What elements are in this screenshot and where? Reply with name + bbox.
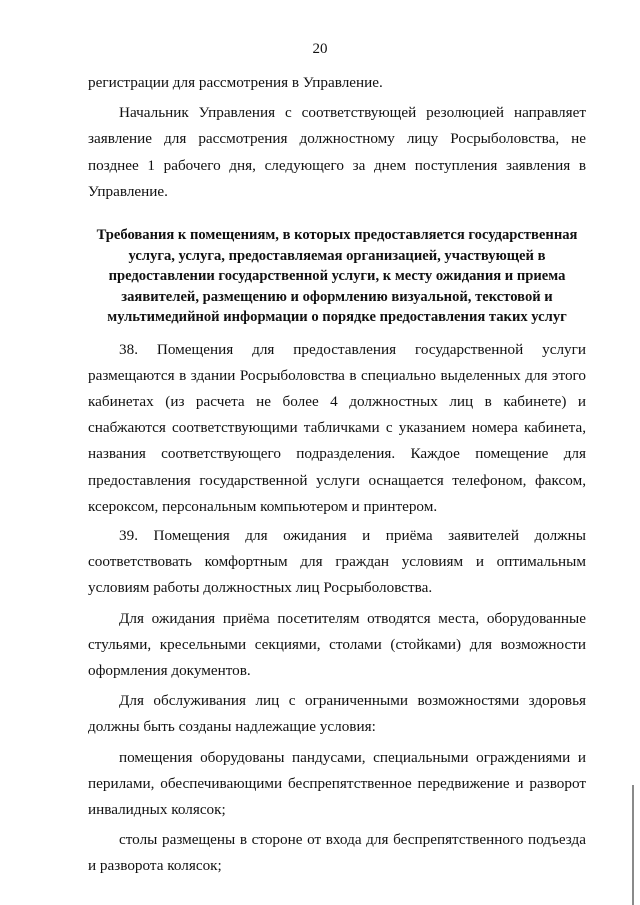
section-heading: Требования к помещениям, в которых предоставляется государственная услуга, услуга, предоставляемая организацией, участвующей в предоставлении государственной услуги, к месту ожидания и приема заявителей, размещению и оформлению визуальной, текстовой и мультимедийной информации о порядке предоставления таких услуг bbox=[96, 227, 578, 326]
paragraph-disability-conditions: Для обслуживания лиц с ограниченными возможностями здоровья должны быть созданы надлежащие условия: bbox=[88, 692, 586, 736]
paragraph-routing: Начальник Управления с соответствующей резолюцией направляет заявление для рассмотрения должностному лицу Росрыболовства, не позднее 1 рабочего дня, следующего за днем поступления заявления в Управление. bbox=[88, 104, 586, 200]
paragraph-39: 39. Помещения для ожидания и приёма заявителей должны соответствовать комфортным для граждан условиям и оптимальным условиям работы должностных лиц Росрыболовства. bbox=[88, 526, 586, 597]
page-number: 20 bbox=[312, 41, 328, 57]
document-body bbox=[88, 70, 586, 880]
scan-edge-mark bbox=[632, 785, 634, 905]
paragraph-continuation: регистрации для рассмотрения в Управление. bbox=[88, 74, 383, 91]
paragraph-38: 38. Помещения для предоставления государственной услуги размещаются в здании Росрыболовства в специально выделенных для этого кабинетах (из расчета не более 4 должностных лиц в кабинете) и снабжаются соответствующими табличками с указанием номера кабинета, названия соответствующего подразделения. Каждое помещение для предоставления государственной услуги оснащается телефоном, факсом, ксероксом, персональным компьютером и принтером. bbox=[88, 340, 586, 515]
paragraph-waiting-places: Для ожидания приёма посетителям отводятся места, оборудованные стульями, кресельными секциями, столами (стойками) для возможности оформления документов. bbox=[88, 609, 586, 679]
paragraph-tables: столы размещены в стороне от входа для беспрепятственного подъезда и разворота колясок; bbox=[88, 831, 586, 875]
paragraph-ramps: помещения оборудованы пандусами, специальными ограждениями и перилами, обеспечивающими беспрепятственное передвижение и разворот инвалидных колясок; bbox=[88, 748, 586, 818]
